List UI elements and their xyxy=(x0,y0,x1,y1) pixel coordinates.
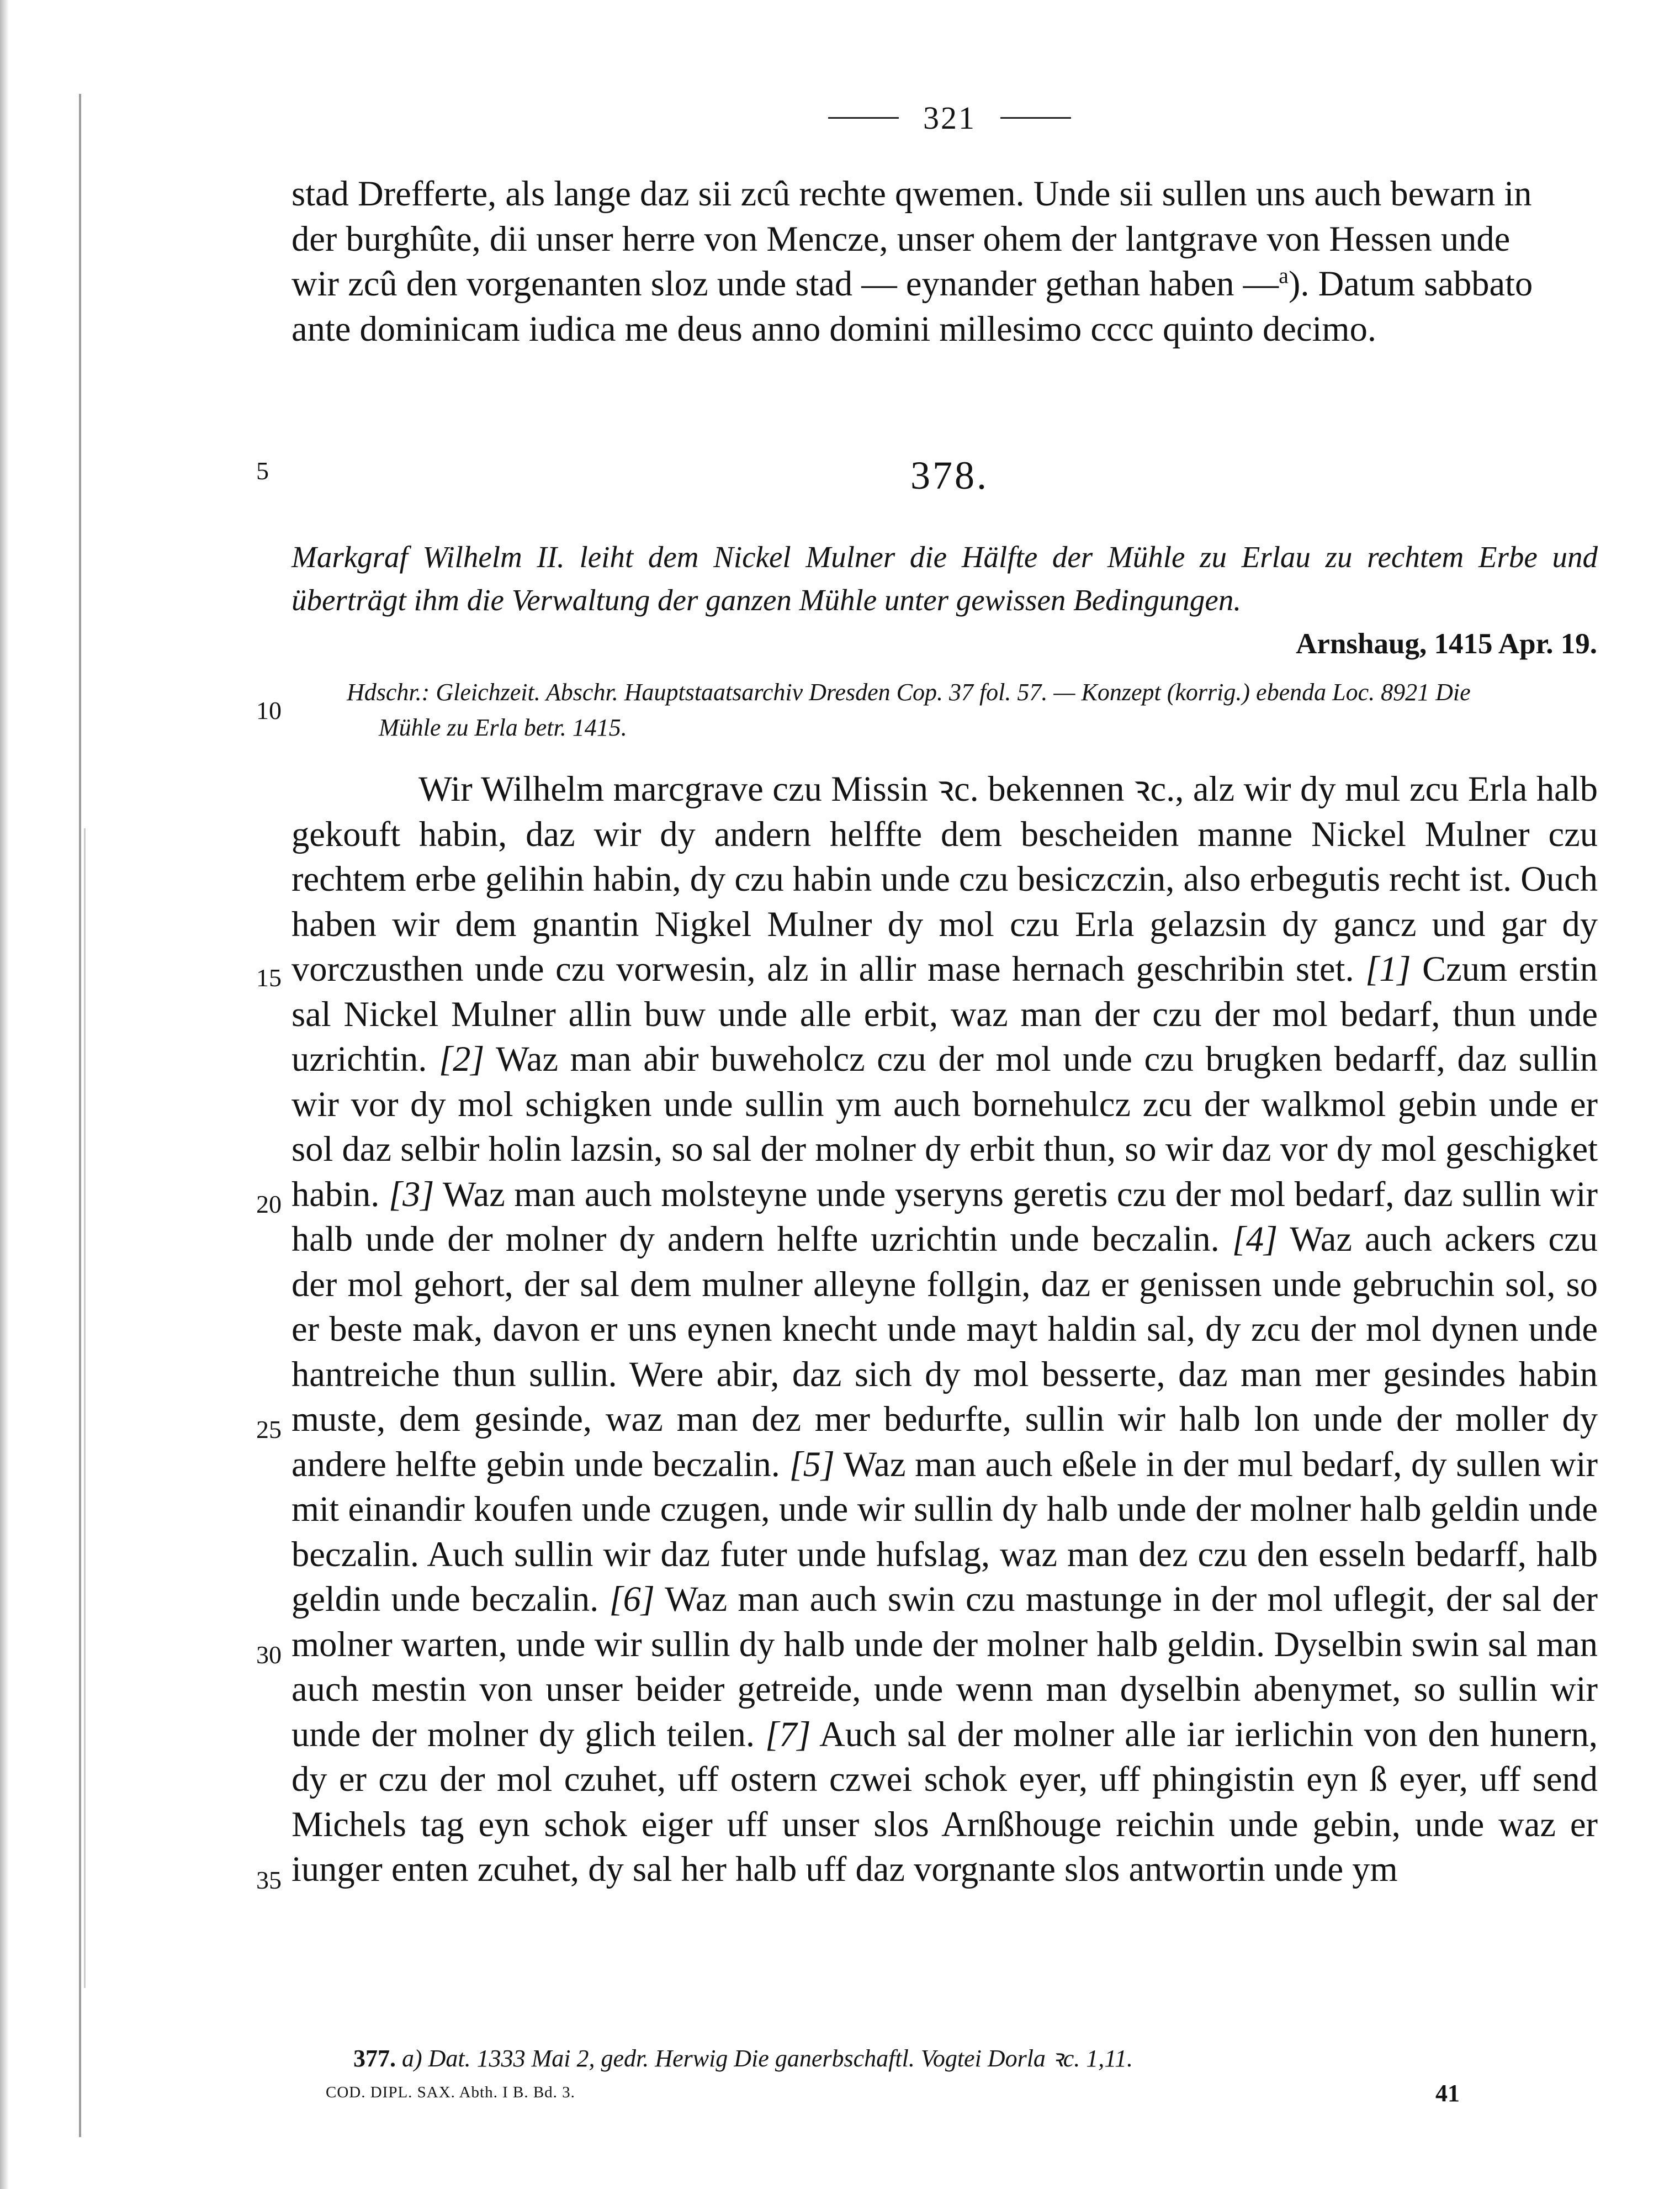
document-body xyxy=(292,766,1598,1892)
body-text: Waz man auch molsteyne unde yseryns geretis czu der mol bedarf, daz sullin wir halb unde der molner dy andern helfte uzrichtin unde beczalin. xyxy=(292,1174,1598,1259)
section-marker-7: [7] xyxy=(765,1714,811,1754)
binding-shadow xyxy=(79,94,81,2137)
source-note xyxy=(347,675,1598,745)
footnote xyxy=(353,2040,1598,2077)
line-number-30: 30 xyxy=(256,1641,282,1669)
document-summary: Markgraf Wilhelm II. leiht dem Nickel Mulner die Hälfte der Mühle zu Erlau zu rechtem Erbe und überträgt ihm die Verwaltung der ganzen Mühle unter gewissen Bedingungen. xyxy=(292,540,1598,617)
body-text: Wir Wilhelm marcgrave czu Missin ꝛc. bekennen ꝛc., alz wir dy mul zcu Erla halb gekouft habin, daz wir dy andern helffte dem bescheiden manne Nickel Mulner czu rechtem erbe gelihin habin, dy czu habin unde czu besiczczin, also erbegutis recht ist. Ouch haben wir dem gnantin Nigkel Mulner dy mol czu Erla gelazsin dy gancz und gar dy vorczusthen unde czu vorwesin, alz in allir mase hernach geschribin stet. xyxy=(292,769,1598,988)
place-date: Arnshaug, 1415 Apr. 19. xyxy=(1296,628,1597,660)
header-rule-right xyxy=(1000,117,1071,119)
section-marker-6: [6] xyxy=(609,1579,655,1619)
body-text: Waz man auch swin czu mastunge in der mol uflegit, der sal der molner warten, unde wir sullin dy halb unde der molner halb geldin. Dyselbin swin sal man auch mestin von unser beider getreide, unde wenn man dyselbin abenymet, so sullin wir unde der molner dy glich teilen. xyxy=(292,1579,1598,1754)
previous-document-ending xyxy=(292,171,1598,351)
sheet-number: 41 xyxy=(1435,2080,1460,2107)
prev-line-3 xyxy=(292,261,1598,306)
footnote-text: a) Dat. 1333 Mai 2, gedr. Herwig Die ganerbschaftl. Vogtei Dorla ꝛc. 1,11. xyxy=(402,2045,1133,2072)
section-marker-3: [3] xyxy=(388,1174,434,1214)
document-number: 378. xyxy=(910,453,989,498)
section-marker-4: [4] xyxy=(1232,1219,1278,1259)
body-text: Waz man auch eßele in der mul bedarf, dy sullen wir mit einandir koufen unde czugen, unde wir sullin dy halb unde der molner halb geldin unde beczalin. Auch sullin wir daz futer unde hufslag, waz man dez czu den esseln bedarff, halb geldin unde beczalin. xyxy=(292,1444,1598,1619)
header-rule-left xyxy=(828,117,899,119)
body-text: Waz man abir buweholcz czu der mol unde czu brugken bedarff, daz sullin wir vor dy mol schigken unde sullin ym auch bornehulcz zcu der walkmol gebin unde er sol daz selbir holin lazsin, so sal der molner dy erbit thun, so wir daz vor dy mol geschigket habin. xyxy=(292,1039,1598,1214)
prev-line-4: ante dominicam iudica me deus anno domini millesimo cccc quinto decimo. xyxy=(292,309,1376,348)
body-text: Waz auch ackers czu der mol gehort, der sal dem mulner alleyne follgin, daz er genissen unde gebruchin sol, so er beste mak, davon er uns eynen knecht unde mayt haldin sal, dy zcu der mol dynen unde hantreiche thun sullin. Were abir, daz sich dy mol besserte, daz man mer gesindes habin muste, dem gesinde, waz man dez mer bedurfte, sullin wir halb lon unde der moller dy andere helfte gebin unde beczalin. xyxy=(292,1219,1598,1484)
body-paragraph xyxy=(292,766,1598,1892)
footnote-number: 377. xyxy=(353,2045,396,2072)
prev-line-1: stad Drefferte, als lange daz sii zcû rechte qwemen. Unde sii sullen uns auch bewarn in xyxy=(292,174,1532,213)
page-header xyxy=(795,93,1104,142)
prev-line-3a: wir zcû den vorgenanten sloz unde stad — eynander gethan haben — xyxy=(292,264,1279,303)
body-text: Auch sal der molner alle iar ierlichin von den hunern, dy er czu der mol czuhet, uff ostern czwei schok eyer, uff phingistin eyn ß eyer, uff send Michels tag eyn schok eiger uff unser slos Arnßhouge reichin unde gebin, unde waz er iunger enten zcuhet, dy sal her halb uff daz vorgnante slos antwortin unde ym xyxy=(292,1714,1598,1889)
line-number-25: 25 xyxy=(256,1415,282,1444)
section-marker-1: [1] xyxy=(1365,949,1411,988)
page-number: 321 xyxy=(923,99,976,136)
body-text: Czum erstin sal Nickel Mulner allin buw unde alle erbit, waz man der czu der mol bedarf, thun unde uzrichtin. xyxy=(292,949,1598,1078)
line-number-10: 10 xyxy=(256,696,282,725)
prev-line-2: der burghûte, dii unser herre von Mencze, unser ohem der lantgrave von Hessen unde xyxy=(292,219,1511,258)
line-number-35: 35 xyxy=(256,1866,282,1894)
section-marker-2: [2] xyxy=(439,1039,485,1078)
line-number-5: 5 xyxy=(256,457,269,485)
footnote-ref: a xyxy=(1279,263,1289,288)
scan-edge xyxy=(0,0,9,2189)
line-number-20: 20 xyxy=(256,1190,282,1218)
line-number-15: 15 xyxy=(256,964,282,992)
section-marker-5: [5] xyxy=(789,1444,835,1484)
source-line-1: Hdschr.: Gleichzeit. Abschr. Hauptstaatsarchiv Dresden Cop. 37 fol. 57. — Konzept (korrig.) ebenda Loc. 8921 Die xyxy=(347,679,1471,706)
prev-line-3b: ). Datum sabbato xyxy=(1288,264,1533,303)
binding-shadow-secondary xyxy=(84,828,86,1988)
printer-signature: COD. DIPL. SAX. Abth. I B. Bd. 3. xyxy=(326,2084,575,2101)
source-line-2: Mühle zu Erla betr. 1415. xyxy=(379,714,627,741)
